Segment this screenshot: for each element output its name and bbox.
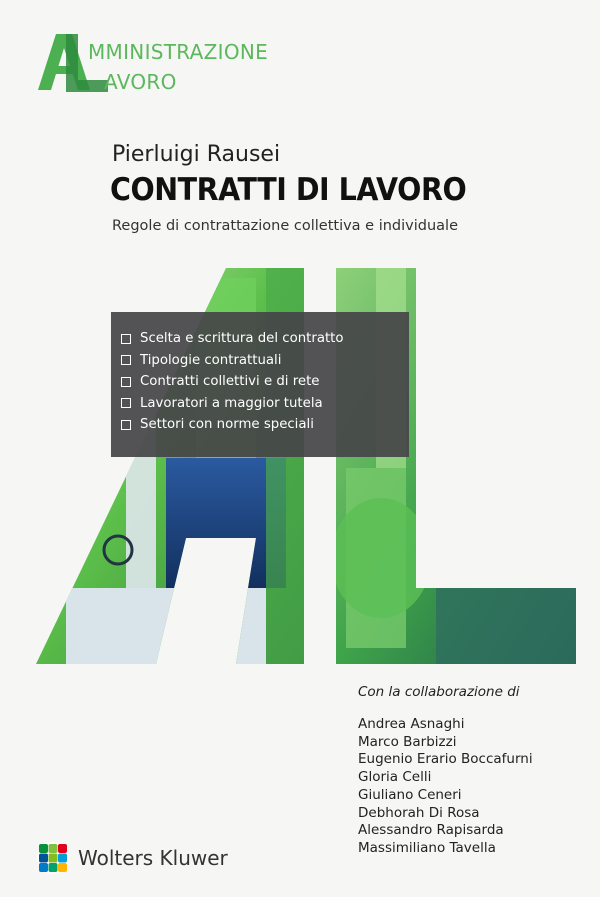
checkbox-square-icon	[121, 420, 131, 430]
publisher-brand	[36, 838, 228, 878]
checkbox-square-icon	[121, 355, 131, 365]
collaborator-name: Andrea Asnaghi	[358, 716, 465, 732]
series-name-line1: MMINISTRAZIONE	[88, 40, 269, 64]
wolters-kluwer-logo-icon	[36, 841, 70, 875]
collaborator-name: Massimiliano Tavella	[358, 839, 496, 856]
book-title: CONTRATTI DI LAVORO	[110, 172, 467, 208]
collaboration-label: Con la collaborazione di	[358, 684, 520, 700]
topics-box	[111, 312, 409, 457]
collaborator-name: Debhorah Di Rosa	[358, 804, 480, 821]
topic-item: Settori con norme speciali	[121, 414, 409, 436]
topic-item: Tipologie contrattuali	[121, 350, 409, 372]
checkbox-square-icon	[121, 398, 131, 408]
checkbox-square-icon	[121, 334, 131, 344]
collaborator-name: Giuliano Ceneri	[358, 786, 462, 803]
checkbox-square-icon	[121, 377, 131, 387]
collaborators-list	[358, 716, 533, 858]
topic-item: Contratti collettivi e di rete	[121, 371, 409, 393]
topic-item: Lavoratori a maggior tutela	[121, 393, 409, 415]
book-subtitle: Regole di contrattazione collettiva e individuale	[112, 218, 458, 234]
series-logo	[38, 34, 288, 94]
collaborator-name: Gloria Celli	[358, 769, 432, 786]
author-name: Pierluigi Rausei	[112, 142, 281, 167]
series-name-line2: AVORO	[104, 70, 177, 94]
collaborator-name: Eugenio Erario Boccafurni	[358, 751, 533, 768]
topic-item: Scelta e scrittura del contratto	[121, 328, 409, 350]
publisher-name: Wolters Kluwer	[78, 846, 228, 870]
collaborator-name: Alessandro Rapisarda	[358, 822, 504, 839]
collaborator-name: Marco Barbizzi	[358, 733, 457, 750]
